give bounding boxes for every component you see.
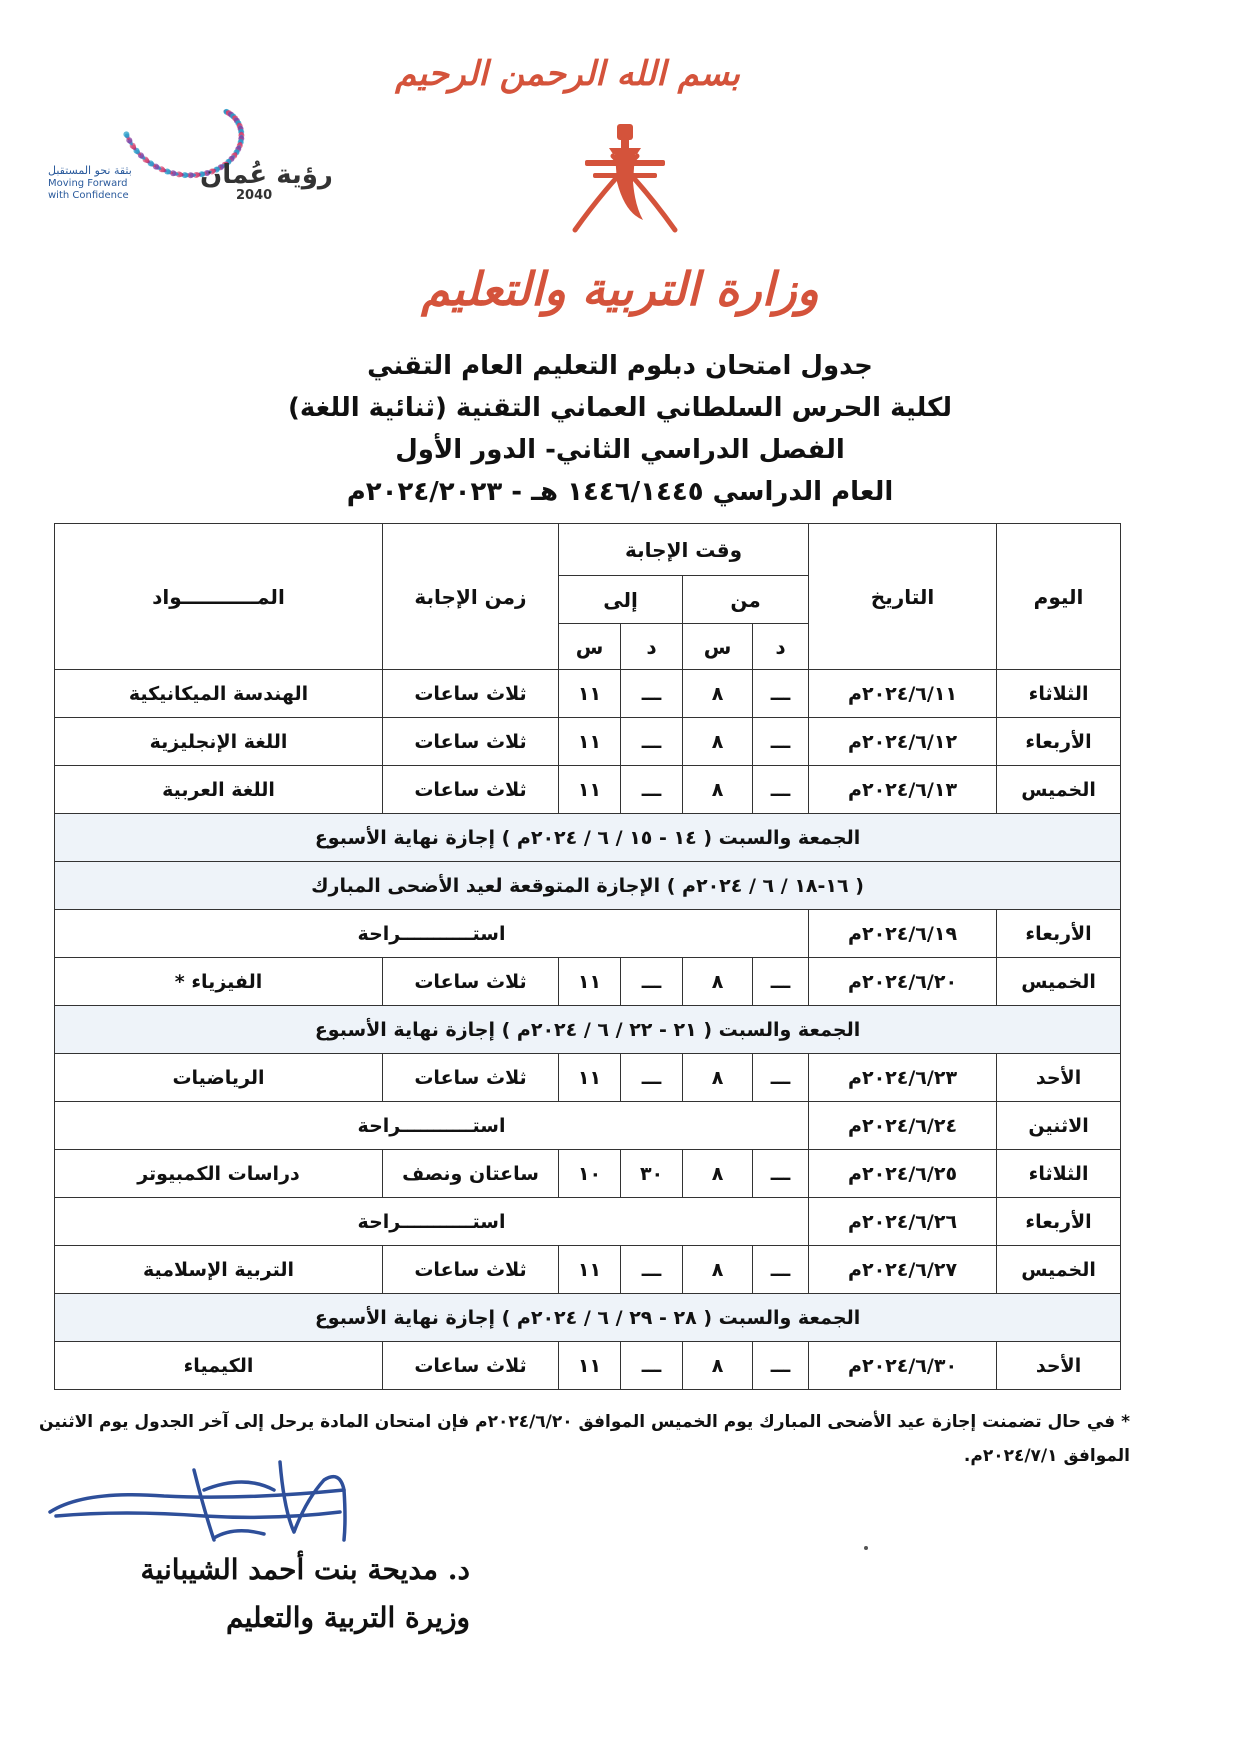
day-cell: الثلاثاء (997, 670, 1121, 718)
date-cell: ٢٠٢٤/٦/١٢م (809, 718, 997, 766)
to-hour-cell: ١١ (559, 1054, 621, 1102)
subject-cell: اللغة الإنجليزية (55, 718, 383, 766)
duration-cell: ثلاث ساعات (383, 766, 559, 814)
footnote-line-1: * في حال تضمنت إجازة عيد الأضحى المبارك يوم الخميس الموافق ٢٠٢٤/٦/٢٠م فإن امتحان المادة يرحل إلى آخر الجدول يوم الاثنين (39, 1412, 1130, 1432)
scan-speck (864, 1546, 868, 1550)
vision-tagline-english (48, 178, 129, 202)
day-cell: الثلاثاء (997, 1150, 1121, 1198)
header-day: اليوم (997, 524, 1121, 670)
to-hour-cell: ١١ (559, 1342, 621, 1390)
oman-national-emblem (565, 118, 685, 243)
subject-cell: الهندسة الميكانيكية (55, 670, 383, 718)
date-cell: ٢٠٢٤/٦/٣٠م (809, 1342, 997, 1390)
rest-day-text: استـــــــــــراحة (55, 1198, 809, 1246)
holiday-banner-row (55, 862, 1121, 910)
header-duration: زمن الإجابة (383, 524, 559, 670)
title-line-2: لكلية الحرس السلطاني العماني التقنية (ثنائية اللغة) (288, 393, 952, 423)
date-cell: ٢٠٢٤/٦/٢٦م (809, 1198, 997, 1246)
vision-tagline-arabic: بثقة نحو المستقبل (48, 164, 132, 177)
from-minute-cell: ـــ (753, 1246, 809, 1294)
to-hour-cell: ١١ (559, 1246, 621, 1294)
subject-cell: الفيزياء * (55, 958, 383, 1006)
holiday-banner-text: الجمعة والسبت ( ١٤ - ١٥ / ٦ / ٢٠٢٤م ) إجازة نهاية الأسبوع (55, 814, 1121, 862)
to-minute-cell: ـــ (621, 718, 683, 766)
holiday-banner-text: الجمعة والسبت ( ٢٨ - ٢٩ / ٦ / ٢٠٢٤م ) إجازة نهاية الأسبوع (55, 1294, 1121, 1342)
header-to: إلى (559, 576, 683, 624)
vision-logo-year: 2040 (236, 188, 273, 203)
header-from-hour: س (683, 624, 753, 670)
header-date: التاريخ (809, 524, 997, 670)
rest-day-row (55, 1198, 1121, 1246)
exam-row (55, 958, 1121, 1006)
header-to-minute: د (621, 624, 683, 670)
date-cell: ٢٠٢٤/٦/٢٤م (809, 1102, 997, 1150)
to-minute-cell: ـــ (621, 1054, 683, 1102)
duration-cell: ثلاث ساعات (383, 958, 559, 1006)
from-hour-cell: ٨ (683, 1246, 753, 1294)
date-cell: ٢٠٢٤/٦/١٣م (809, 766, 997, 814)
to-hour-cell: ١٠ (559, 1150, 621, 1198)
exam-row (55, 718, 1121, 766)
duration-cell: ثلاث ساعات (383, 718, 559, 766)
schedule-title (250, 345, 990, 513)
to-minute-cell: ـــ (621, 670, 683, 718)
to-hour-cell: ١١ (559, 670, 621, 718)
to-minute-cell: ـــ (621, 1246, 683, 1294)
holiday-banner-row (55, 1006, 1121, 1054)
day-cell: الأربعاء (997, 910, 1121, 958)
duration-cell: ثلاث ساعات (383, 670, 559, 718)
subject-cell: الرياضيات (55, 1054, 383, 1102)
title-line-3: الفصل الدراسي الثاني- الدور الأول (395, 435, 845, 465)
title-line-1: جدول امتحان دبلوم التعليم العام التقني (367, 351, 873, 381)
vision-logo-arabic-text: رؤية عُمان (200, 160, 333, 190)
date-cell: ٢٠٢٤/٦/٢٥م (809, 1150, 997, 1198)
exam-schedule-table (54, 523, 1121, 1390)
to-hour-cell: ١١ (559, 958, 621, 1006)
to-minute-cell: ٣٠ (621, 1150, 683, 1198)
from-minute-cell: ـــ (753, 958, 809, 1006)
to-minute-cell: ـــ (621, 958, 683, 1006)
holiday-banner-text: الجمعة والسبت ( ٢١ - ٢٢ / ٦ / ٢٠٢٤م ) إجازة نهاية الأسبوع (55, 1006, 1121, 1054)
header-from-minute: د (753, 624, 809, 670)
subject-cell: دراسات الكمبيوتر (55, 1150, 383, 1198)
day-cell: الأربعاء (997, 718, 1121, 766)
footnote-line-2: الموافق ٢٠٢٤/٧/١م. (963, 1446, 1130, 1466)
table-header-row (55, 524, 1121, 576)
signature (44, 1450, 364, 1550)
to-minute-cell: ـــ (621, 766, 683, 814)
from-hour-cell: ٨ (683, 766, 753, 814)
title-line-4: العام الدراسي ١٤٤٦/١٤٤٥ هـ - ٢٠٢٤/٢٠٢٣م (346, 477, 894, 507)
basmala-calligraphy: بسم الله الرحمن الرحيم (395, 54, 740, 94)
from-minute-cell: ـــ (753, 718, 809, 766)
header-to-hour: س (559, 624, 621, 670)
date-cell: ٢٠٢٤/٦/٢٣م (809, 1054, 997, 1102)
date-cell: ٢٠٢٤/٦/١٩م (809, 910, 997, 958)
day-cell: الخميس (997, 958, 1121, 1006)
day-cell: الأحد (997, 1054, 1121, 1102)
header-from: من (683, 576, 809, 624)
signatory-block (90, 1546, 470, 1642)
rest-day-text: استـــــــــــراحة (55, 910, 809, 958)
day-cell: الخميس (997, 1246, 1121, 1294)
date-cell: ٢٠٢٤/٦/٢٧م (809, 1246, 997, 1294)
holiday-banner-row (55, 1294, 1121, 1342)
day-cell: الأحد (997, 1342, 1121, 1390)
duration-cell: ثلاث ساعات (383, 1246, 559, 1294)
to-minute-cell: ـــ (621, 1342, 683, 1390)
from-hour-cell: ٨ (683, 1054, 753, 1102)
day-cell: الأربعاء (997, 1198, 1121, 1246)
exam-row (55, 1150, 1121, 1198)
holiday-banner-row (55, 814, 1121, 862)
rest-day-row (55, 1102, 1121, 1150)
rest-day-row (55, 910, 1121, 958)
date-cell: ٢٠٢٤/٦/٢٠م (809, 958, 997, 1006)
from-minute-cell: ـــ (753, 1054, 809, 1102)
signature-mark-icon (44, 1450, 364, 1550)
header-answer-time: وقت الإجابة (559, 524, 809, 576)
vision-tagline-line-1: Moving Forward (48, 178, 128, 189)
from-minute-cell: ـــ (753, 1342, 809, 1390)
to-hour-cell: ١١ (559, 766, 621, 814)
table-body (55, 670, 1121, 1390)
exam-row (55, 1246, 1121, 1294)
duration-cell: ثلاث ساعات (383, 1054, 559, 1102)
from-minute-cell: ـــ (753, 670, 809, 718)
exam-row (55, 670, 1121, 718)
date-cell: ٢٠٢٤/٦/١١م (809, 670, 997, 718)
from-hour-cell: ٨ (683, 718, 753, 766)
header-subjects: المـــــــــــواد (55, 524, 383, 670)
from-minute-cell: ـــ (753, 766, 809, 814)
subject-cell: اللغة العربية (55, 766, 383, 814)
vision-tagline-line-2: with Confidence (48, 190, 129, 201)
to-hour-cell: ١١ (559, 718, 621, 766)
ministry-logo-calligraphy: وزارة التربية والتعليم (421, 262, 819, 316)
from-hour-cell: ٨ (683, 1150, 753, 1198)
signatory-name: د. مديحة بنت أحمد الشيبانية (140, 1553, 470, 1586)
subject-cell: الكيمياء (55, 1342, 383, 1390)
exam-row (55, 1054, 1121, 1102)
subject-cell: التربية الإسلامية (55, 1246, 383, 1294)
from-hour-cell: ٨ (683, 1342, 753, 1390)
exam-row (55, 766, 1121, 814)
day-cell: الخميس (997, 766, 1121, 814)
exam-row (55, 1342, 1121, 1390)
rest-day-text: استـــــــــــراحة (55, 1102, 809, 1150)
from-hour-cell: ٨ (683, 958, 753, 1006)
day-cell: الاثنين (997, 1102, 1121, 1150)
signatory-position: وزيرة التربية والتعليم (225, 1601, 470, 1634)
duration-cell: ثلاث ساعات (383, 1342, 559, 1390)
from-minute-cell: ـــ (753, 1150, 809, 1198)
duration-cell: ساعتان ونصف (383, 1150, 559, 1198)
khanjar-swords-icon (565, 118, 685, 243)
holiday-banner-text: ( ١٦-١٨ / ٦ / ٢٠٢٤م ) الإجازة المتوقعة لعيد الأضحى المبارك (55, 862, 1121, 910)
from-hour-cell: ٨ (683, 670, 753, 718)
